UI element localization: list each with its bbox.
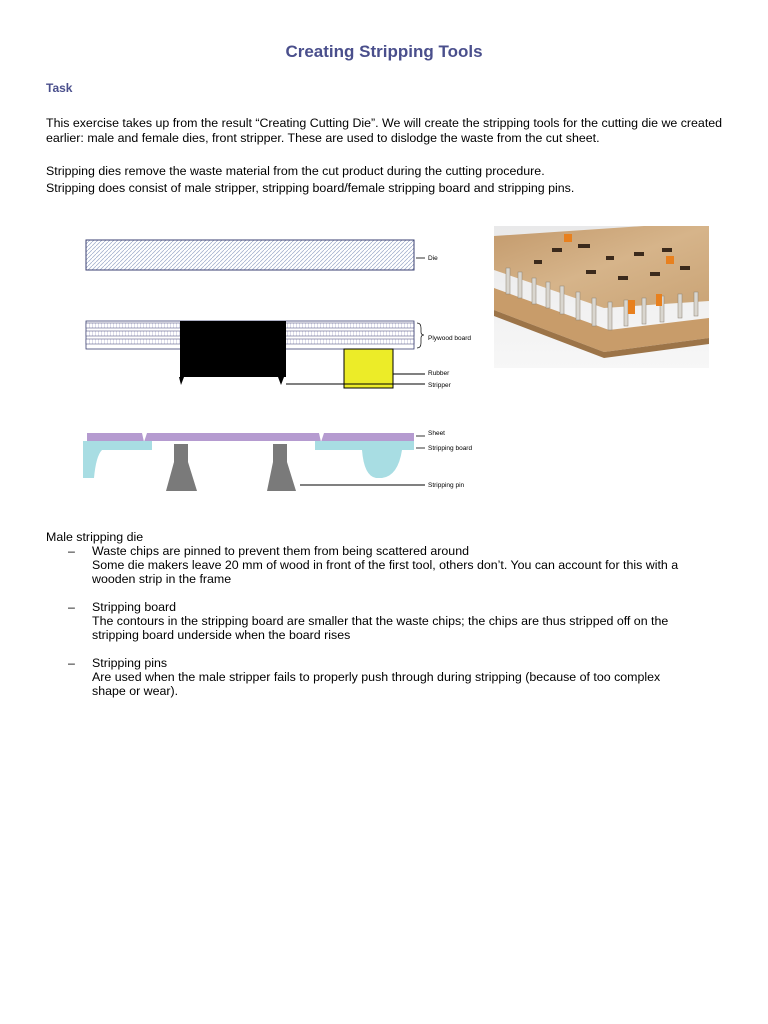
die-label: Die xyxy=(428,255,438,262)
stripping-board-left xyxy=(83,441,152,478)
stripping-paragraph-line-1: Stripping dies remove the waste material from the cut product during the cutting procedure. xyxy=(46,164,545,178)
rubber-block xyxy=(344,349,393,388)
sheet-label: Sheet xyxy=(428,430,445,437)
stripping-tool-diagram xyxy=(80,222,480,497)
list-item-text: The contours in the stripping board are smaller that the waste chips; the chips are thus stripped off on the xyxy=(92,614,669,628)
plywood-label: Plywood board xyxy=(428,335,471,342)
list-item-text: wooden strip in the frame xyxy=(92,572,232,586)
stripping-board-photo xyxy=(494,226,709,368)
list-item-text: stripping board underside when the board rises xyxy=(92,628,351,642)
list-item-title: Stripping pins xyxy=(92,656,168,670)
stripping-pin-right xyxy=(267,444,296,491)
stripping-paragraph-line-2: Stripping does consist of male stripper, stripping board/female stripping board and stripping pins. xyxy=(46,181,575,195)
page-title: Creating Stripping Tools xyxy=(285,42,483,61)
stripping-board-right xyxy=(315,441,414,478)
stripping-board-label: Stripping board xyxy=(428,445,473,452)
list-item-title: Waste chips are pinned to prevent them from being scattered around xyxy=(92,544,469,558)
list-item-text: Some die makers leave 20 mm of wood in front of the first tool, others don’t. You can account for this with a xyxy=(92,558,679,572)
list-dash: – xyxy=(68,600,75,614)
list-dash: – xyxy=(68,544,75,558)
list-heading: Male stripping die xyxy=(46,530,144,544)
intro-paragraph: This exercise takes up from the result “Creating Cutting Die”. We will create the stripping tools for the cutting die we created earlier: male and female dies, front stripper. These are used to dislodge the waste from the cut sheet. xyxy=(46,116,723,145)
list-item-text: shape or wear). xyxy=(92,684,179,698)
list-item-text: Are used when the male stripper fails to properly push through during stripping (because of too complex xyxy=(92,670,661,684)
male-stripper-block xyxy=(179,321,286,385)
sheet xyxy=(87,433,414,442)
stripping-pin-left xyxy=(166,444,197,491)
list-dash: – xyxy=(68,656,75,670)
list-item-title: Stripping board xyxy=(92,600,177,614)
rubber-label: Rubber xyxy=(428,370,450,377)
stripping-pin-label: Stripping pin xyxy=(428,482,465,489)
plywood-brace xyxy=(417,323,424,348)
stripper-label: Stripper xyxy=(428,382,451,389)
die-plate xyxy=(86,240,414,270)
task-heading: Task xyxy=(46,81,73,95)
